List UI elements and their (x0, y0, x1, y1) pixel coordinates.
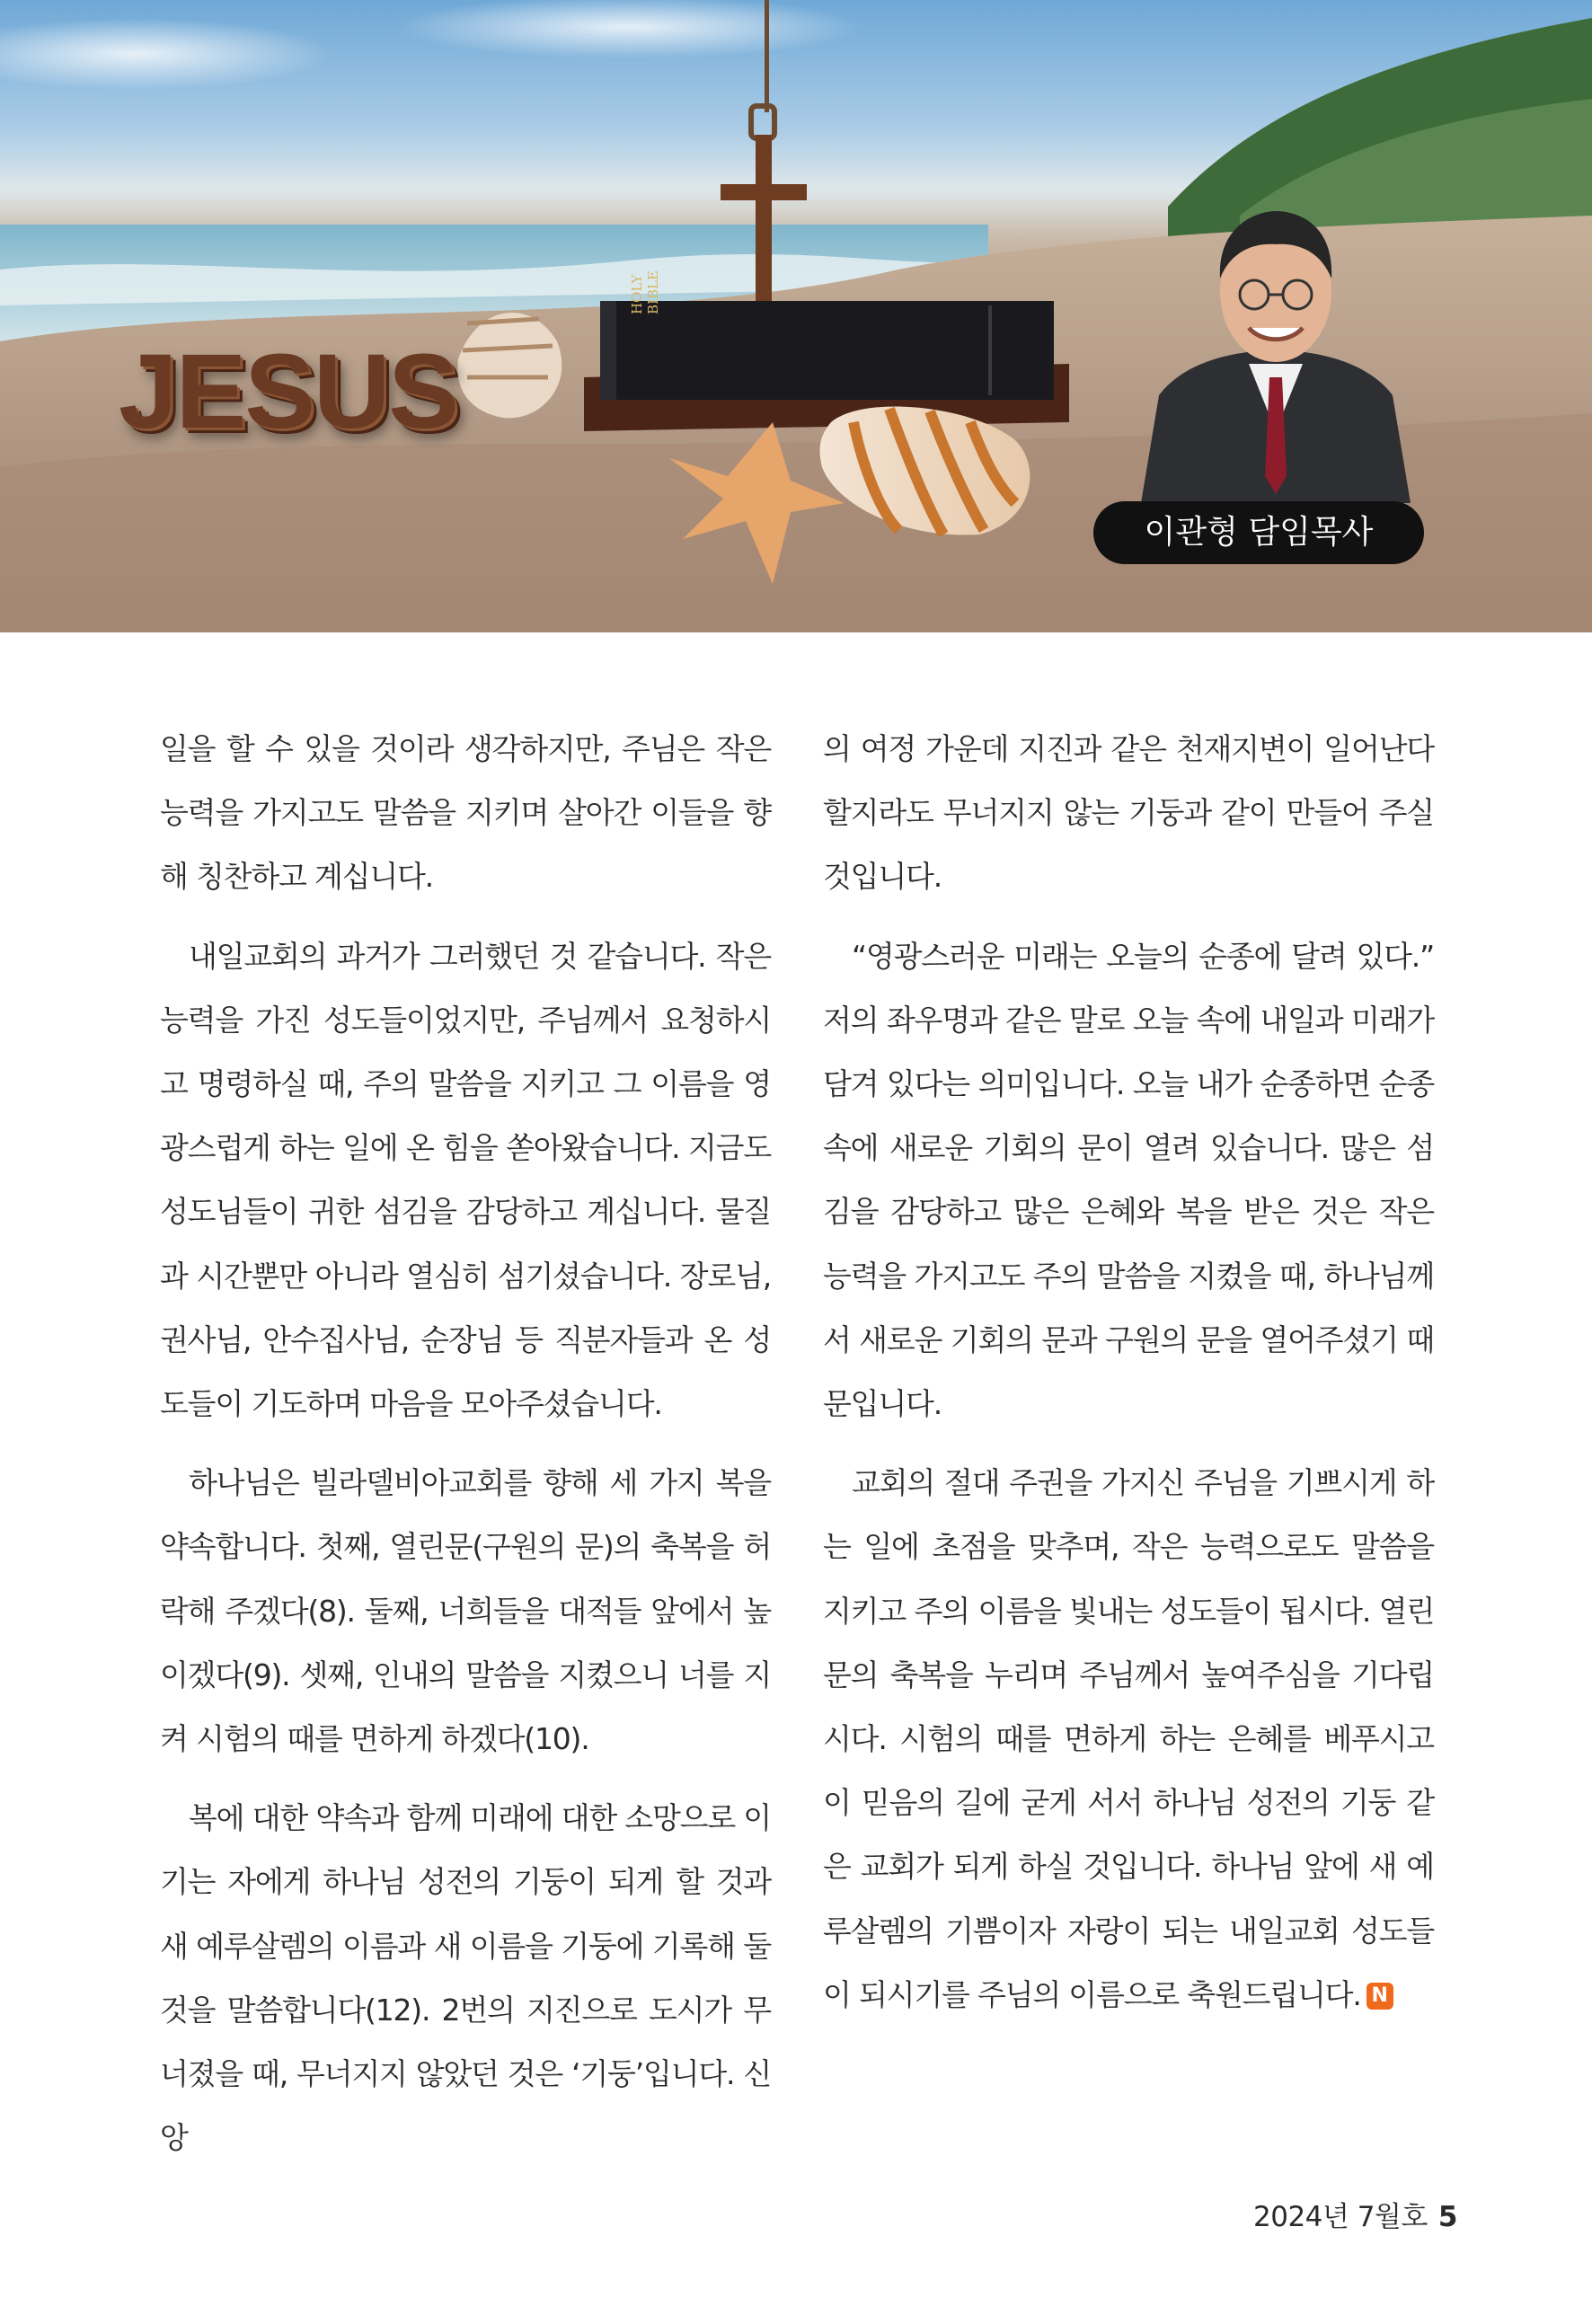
pastor-name-badge: 이관형 담임목사 (1093, 501, 1424, 564)
paragraph-last (823, 1451, 1434, 2027)
paragraph: 내일교회의 과거가 그러했던 것 같습니다. 작은 능력을 가진 성도들이었지만, 주님께서 요청하시고 명령하실 때, 주의 말씀을 지키고 그 이름을 영광스럽게 하는 일에 온 힘을 쏟아왔습니다. 지금도 성도님들이 귀한 섬김을 감당하고 계십니다. 물질과 시간뿐만 아니라 열심히 섬기셨습니다. 장로님, 권사님, 안수집사님, 순장님 등 직분자들과 온 성도들이 기도하며 마음을 모아주셨습니다. (160, 938, 771, 1422)
bible-spine-text: HOLY BIBLE (629, 270, 661, 314)
paragraph: 복에 대한 약속과 함께 미래에 대한 소망으로 이기는 자에게 하나님 성전의 기둥이 되게 할 것과 새 예루살렘의 이름과 새 이름을 기둥에 기록해 둘 것을 말씀합니다(12). 2번의 지진으로 도시가 무너졌을 때, 무너지지 않았던 것은 ‘기둥’입니다. 신앙 (160, 1800, 771, 2156)
jesus-letters: JESUS (119, 332, 457, 451)
paragraph: “영광스러운 미래는 오늘의 순종에 달려 있다.” 저의 좌우명과 같은 말로 오늘 속에 내일과 미래가 담겨 있다는 의미입니다. 오늘 내가 순종하면 순종 속에 새로운 기회의 문이 열려 있습니다. 많은 섬김을 감당하고 많은 은혜와 복을 받은 것은 작은 능력을 가지고도 주의 말씀을 지켰을 때, 하나님께서 새로운 기회의 문과 구원의 문을 열어주셨기 때문입니다. (823, 938, 1434, 1422)
page-number: 5 (1437, 2201, 1457, 2233)
hero-image (0, 0, 1592, 632)
paragraph: 의 여정 가운데 지진과 같은 천재지변이 일어난다 할지라도 무너지지 않는 기둥과 같이 만들어 주실 것입니다. (823, 731, 1434, 895)
issue-label: 2024년 7월호 (1253, 2201, 1428, 2233)
paragraph-text: 교회의 절대 주권을 가지신 주님을 기쁘시게 하는 일에 초점을 맞추며, 작은 능력으로도 말씀을 지키고 주의 이름을 빛내는 성도들이 됩시다. 열린 문의 축복을 누리며 주님께서 높여주심을 기다립시다. 시험의 때를 면하게 하는 은혜를 베푸시고 이 믿음의 길에 굳게 서서 하나님 성전의 기둥 같은 교회가 되게 하실 것입니다. 하나님 앞에 새 예루살렘의 기쁨이자 자랑이 되는 내일교회 성도들이 되시기를 주님의 이름으로 축원드립니다. (823, 1465, 1434, 2012)
paragraph: 하나님은 빌라델비아교회를 향해 세 가지 복을 약속합니다. 첫째, 열린문(구원의 문)의 축복을 허락해 주겠다(8). 둘째, 너희들을 대적들 앞에서 높이겠다(9). 셋째, 인내의 말씀을 지켰으니 너를 지켜 시험의 때를 면하게 하겠다(10). (160, 1465, 771, 1757)
pastor-portrait (1141, 207, 1411, 503)
page-footer (1253, 2194, 1457, 2234)
article-left-column (160, 717, 771, 2185)
article-right-column (823, 717, 1434, 2042)
end-mark-icon: N (1366, 1983, 1393, 2010)
paragraph: 일을 할 수 있을 것이라 생각하지만, 주님은 작은 능력을 가지고도 말씀을 지키며 살아간 이들을 향해 칭찬하고 계십니다. (160, 731, 771, 895)
